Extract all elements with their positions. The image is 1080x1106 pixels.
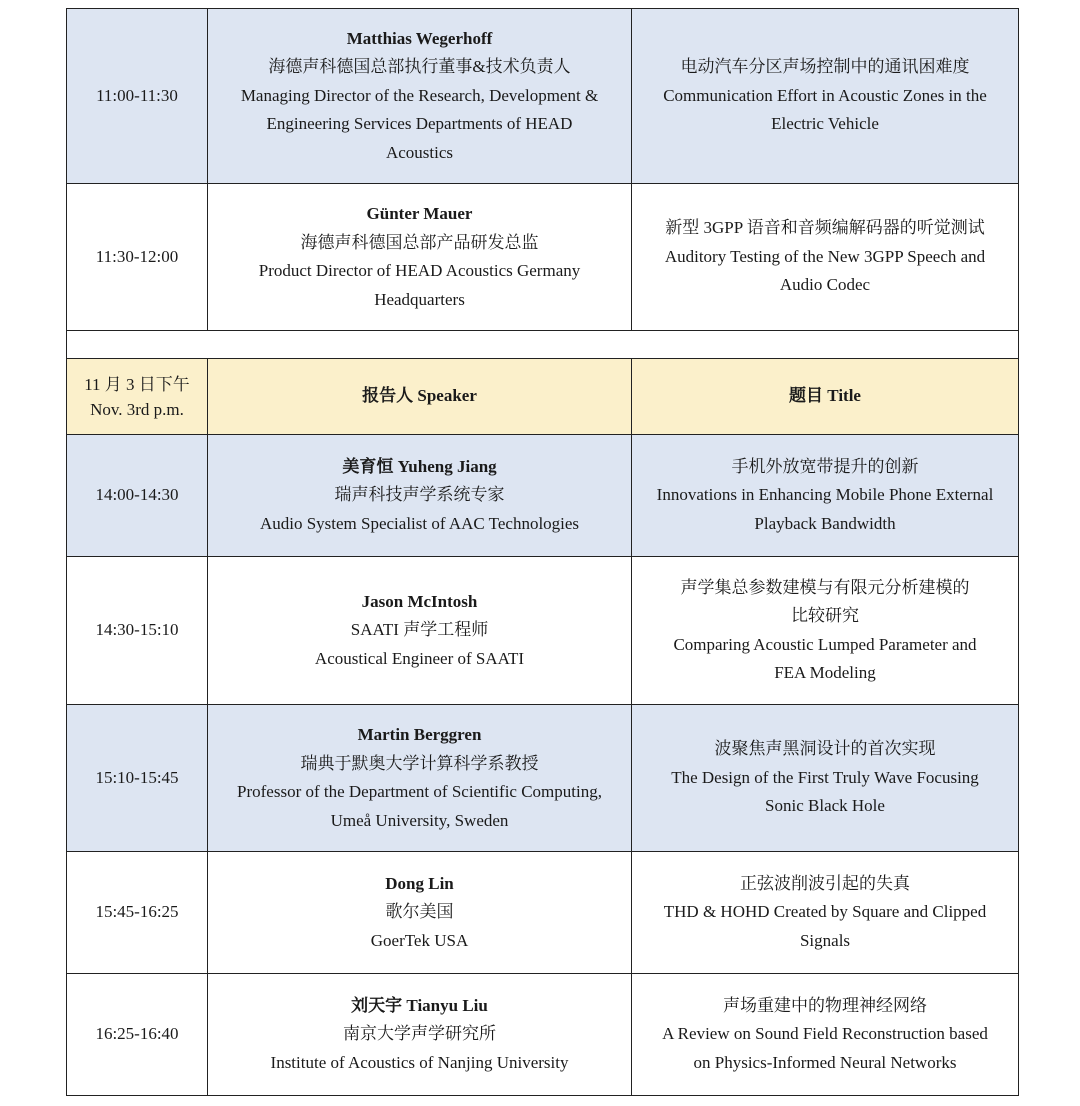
session-row	[67, 852, 1019, 974]
session-time: 16:25-16:40	[67, 974, 208, 1096]
header-speaker: 报告人 Speaker	[208, 359, 632, 435]
talk-title-line: Playback Bandwidth	[754, 513, 896, 533]
speaker-info-line: Headquarters	[374, 289, 465, 309]
speaker-name: Jason McIntosh	[361, 591, 478, 611]
session-time: 11:30-12:00	[67, 184, 208, 331]
talk-title-line: 比较研究	[791, 606, 859, 625]
speaker-info-line: 歌尔美国	[385, 902, 454, 922]
session-time: 14:00-14:30	[67, 435, 208, 557]
speaker-info-line: Audio System Specialist of AAC Technologies	[259, 513, 580, 533]
talk-title-line: Auditory Testing of the New 3GPP Speech and	[664, 246, 986, 266]
speaker-name: Martin Berggren	[357, 725, 482, 744]
speaker-cell	[208, 852, 632, 974]
session-time: 15:45-16:25	[67, 852, 208, 974]
speaker-cell	[208, 974, 632, 1096]
talk-title-line: 声场重建中的物理神经网络	[723, 995, 927, 1015]
speaker-info-line: 海德声科德国总部产品研发总监	[300, 232, 539, 252]
title-cell	[632, 557, 1019, 705]
title-cell	[632, 705, 1019, 852]
talk-title-line: Communication Effort in Acoustic Zones in the	[663, 85, 987, 105]
speaker-info-line: 瑞声科技声学系统专家	[334, 485, 505, 505]
speaker-info-line: Product Director of HEAD Acoustics Germany	[258, 261, 581, 280]
speaker-cell	[208, 435, 632, 557]
session-row	[67, 435, 1019, 557]
session-time: 11:00-11:30	[67, 9, 208, 184]
talk-title-line: Electric Vehicle	[771, 114, 879, 134]
talk-title-line: on Physics-Informed Neural Networks	[693, 1052, 957, 1072]
speaker-name: Matthias Wegerhoff	[346, 28, 493, 48]
title-cell	[632, 9, 1019, 184]
talk-title-line: 正弦波削波引起的失真	[740, 873, 910, 893]
spacer-row	[67, 331, 1019, 359]
speaker-info-line: 南京大学声学研究所	[343, 1024, 496, 1044]
speaker-info-line: Umeå University, Sweden	[330, 810, 509, 830]
session-time: 15:10-15:45	[67, 705, 208, 852]
talk-title-line: 波聚焦声黑洞设计的首次实现	[714, 739, 936, 759]
title-cell	[632, 435, 1019, 557]
speaker-info-line: GoerTek USA	[370, 930, 469, 950]
talk-title-line: The Design of the First Truly Wave Focusing	[671, 767, 979, 787]
talk-title-line: 手机外放宽带提升的创新	[731, 456, 919, 476]
talk-title-line: Comparing Acoustic Lumped Parameter and	[673, 634, 977, 654]
talk-title-line: Signals	[799, 930, 851, 950]
title-cell	[632, 852, 1019, 974]
session-time: 14:30-15:10	[67, 557, 208, 705]
speaker-info-line: Acoustics	[385, 142, 454, 162]
talk-title-line: Innovations in Enhancing Mobile Phone External	[656, 485, 994, 505]
speaker-info-line: 瑞典于默奥大学计算科学系教授	[300, 753, 539, 773]
speaker-cell	[208, 705, 632, 852]
speaker-info-line: Acoustical Engineer of SAATI	[314, 648, 525, 668]
schedule-table	[66, 8, 1019, 1096]
session-row	[67, 184, 1019, 331]
speaker-name: 刘天宇 Tianyu Liu	[351, 995, 488, 1015]
speaker-cell	[208, 184, 632, 331]
speaker-name: 美育恒 Yuheng Jiang	[342, 456, 497, 476]
talk-title-line: Sonic Black Hole	[765, 796, 885, 816]
title-cell	[632, 974, 1019, 1096]
speaker-info-line: Engineering Services Departments of HEAD	[266, 114, 573, 134]
header-title: 题目 Title	[632, 359, 1019, 435]
title-cell	[632, 184, 1019, 331]
speaker-info-line: SAATI 声学工程师	[350, 620, 489, 640]
talk-title-line: 电动汽车分区声场控制中的通讯困难度	[680, 57, 970, 77]
header-date-cn: 11 月 3 日下午	[84, 374, 190, 394]
session-row	[67, 9, 1019, 184]
talk-title-line: FEA Modeling	[774, 663, 876, 682]
talk-title-line: Audio Codec	[779, 275, 871, 295]
speaker-name: Dong Lin	[385, 873, 454, 893]
spacer-cell	[67, 331, 1019, 359]
talk-title-line: 新型 3GPP 语音和音频编解码器的听觉测试	[665, 218, 985, 238]
header-date-cell	[67, 359, 208, 435]
session-row	[67, 974, 1019, 1096]
speaker-name: Günter Mauer	[366, 204, 473, 223]
talk-title-line: A Review on Sound Field Reconstruction based	[662, 1024, 988, 1044]
talk-title-line: 声学集总参数建模与有限元分析建模的	[680, 577, 970, 597]
speaker-cell	[208, 557, 632, 705]
talk-title-line: THD & HOHD Created by Square and Clipped	[663, 902, 987, 922]
speaker-cell	[208, 9, 632, 184]
speaker-info-line: Institute of Acoustics of Nanjing University	[270, 1052, 569, 1072]
afternoon-header-row	[67, 359, 1019, 435]
speaker-info-line: 海德声科德国总部执行董事&技术负责人	[268, 57, 571, 77]
speaker-info-line: Managing Director of the Research, Development &	[240, 85, 599, 105]
header-date-en: Nov. 3rd p.m.	[90, 399, 184, 419]
session-row	[67, 705, 1019, 852]
speaker-info-line: Professor of the Department of Scientific Computing,	[237, 782, 602, 801]
session-row	[67, 557, 1019, 705]
